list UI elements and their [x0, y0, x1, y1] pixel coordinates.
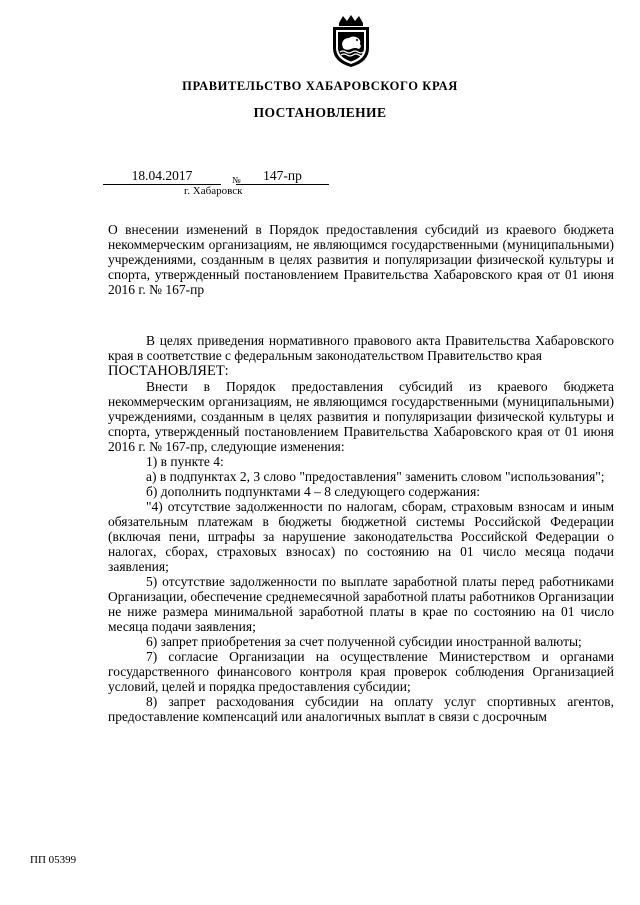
body-paragraph: 8) запрет расходования субсидии на оплату услуг спортивных агентов, предоставление компенсаций или аналогичных выплат в связи с досрочным [108, 694, 614, 724]
preamble-paragraph: В целях приведения нормативного правового акта Правительства Хабаровского края в соответствие с федеральным законодательством Правительство края [108, 333, 614, 363]
number-sign: № [232, 175, 241, 185]
body-paragraph: "4) отсутствие задолженности по налогам, сборам, страховым взносам и иным обязательным платежам в бюджеты бюджетной системы Российской Федерации (включая пени, штрафы за нарушение законодательства Российской Федерации о налогах, сборах, страховых взносах) по состоянию на 01 число месяца подачи заявления; [108, 499, 614, 574]
body-paragraph: 6) запрет приобретения за счет полученной субсидии иностранной валюты; [146, 634, 582, 649]
city-name: г. Хабаровск [184, 185, 243, 197]
body-paragraph: 7) согласие Организации на осуществление Министерством и органами государственного финансового контроля края проверок соблюдения Организацией условий, целей и порядка предоставления субсидии; [108, 649, 614, 694]
body-paragraph: б) дополнить подпунктами 4 – 8 следующего содержания: [146, 484, 481, 499]
coat-of-arms-icon [329, 14, 373, 68]
government-title: ПРАВИТЕЛЬСТВО ХАБАРОВСКОГО КРАЯ [182, 79, 458, 93]
document-date: 18.04.2017 [103, 168, 221, 185]
footer-code: ПП 05399 [30, 854, 77, 866]
body-paragraph: Внести в Порядок предоставления субсидий из краевого бюджета некоммерческим организациям, не являющимся государственными (муниципальными) учреждениями, созданным в целях развития и популяризации физической культуры и спорта, утвержденный постановлением Правительства Хабаровского края от 01 июня 2016 г. № 167-пр, следующие изменения: [108, 379, 614, 454]
decree-word: ПОСТАНОВЛЯЕТ: [108, 363, 229, 379]
body-paragraph: 1) в пункте 4: [146, 454, 224, 469]
document-title: О внесении изменений в Порядок предоставления субсидий из краевого бюджета некоммерческим организациям, не являющимся государственными (муниципальными) учреждениями, созданным в целях развития и популяризации физической культуры и спорта, утвержденный постановлением Правительства Хабаровского края от 01 июня 2016 г. № 167-пр [108, 222, 614, 297]
body-paragraph: 5) отсутствие задолженности по выплате заработной платы перед работниками Организации, обеспечение среднемесячной заработной платы работников Организации не ниже размера минимальной заработной платы в крае по состоянию на 01 число месяца подачи заявления; [108, 574, 614, 634]
document-number: 147-пр [236, 168, 329, 185]
body-paragraph: а) в подпунктах 2, 3 слово "предоставления" заменить словом "использования"; [146, 469, 605, 484]
document-type: ПОСТАНОВЛЕНИЕ [253, 105, 387, 120]
document-body [108, 333, 614, 724]
